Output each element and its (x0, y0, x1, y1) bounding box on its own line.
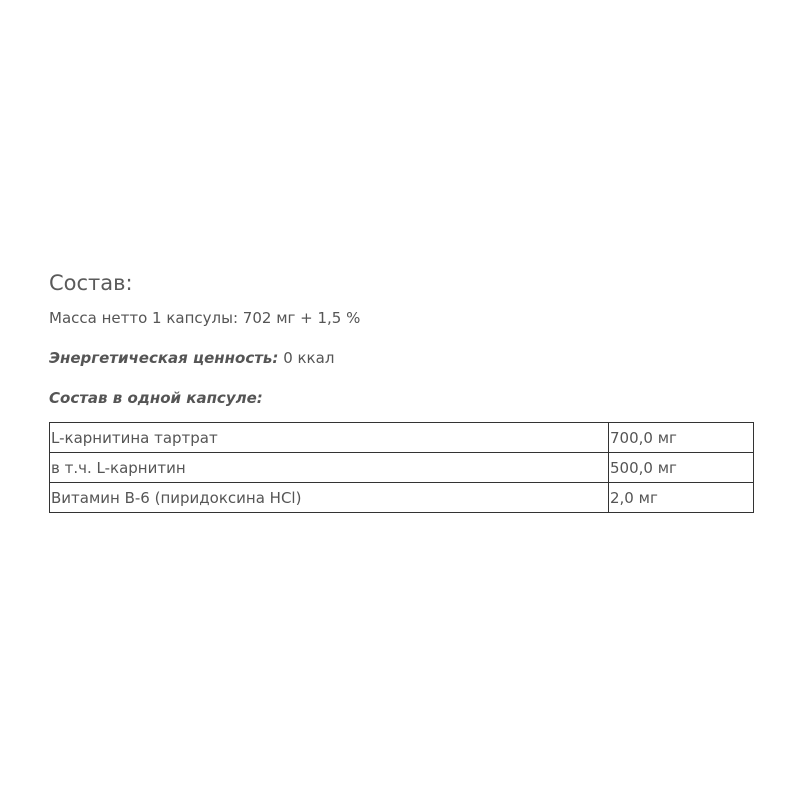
table-row (50, 483, 754, 513)
composition-section (49, 266, 754, 513)
ingredient-amount: 700,0 мг (609, 423, 754, 453)
energy-value: 0 ккал (278, 349, 335, 367)
ingredient-name: L-карнитина тартрат (50, 423, 609, 453)
ingredient-name: в т.ч. L-карнитин (50, 453, 609, 483)
ingredient-name: Витамин В-6 (пиридоксина HCl) (50, 483, 609, 513)
energy-value-line (49, 348, 754, 368)
table-row (50, 423, 754, 453)
table-row (50, 453, 754, 483)
net-mass-text: Масса нетто 1 капсулы: 702 мг + 1,5 % (49, 309, 361, 327)
section-title: Состав: (49, 271, 133, 295)
composition-heading: Состав в одной капсуле: (49, 389, 263, 407)
composition-table (49, 422, 754, 513)
ingredient-amount: 2,0 мг (609, 483, 754, 513)
ingredient-amount: 500,0 мг (609, 453, 754, 483)
energy-label: Энергетическая ценность: (49, 349, 279, 367)
